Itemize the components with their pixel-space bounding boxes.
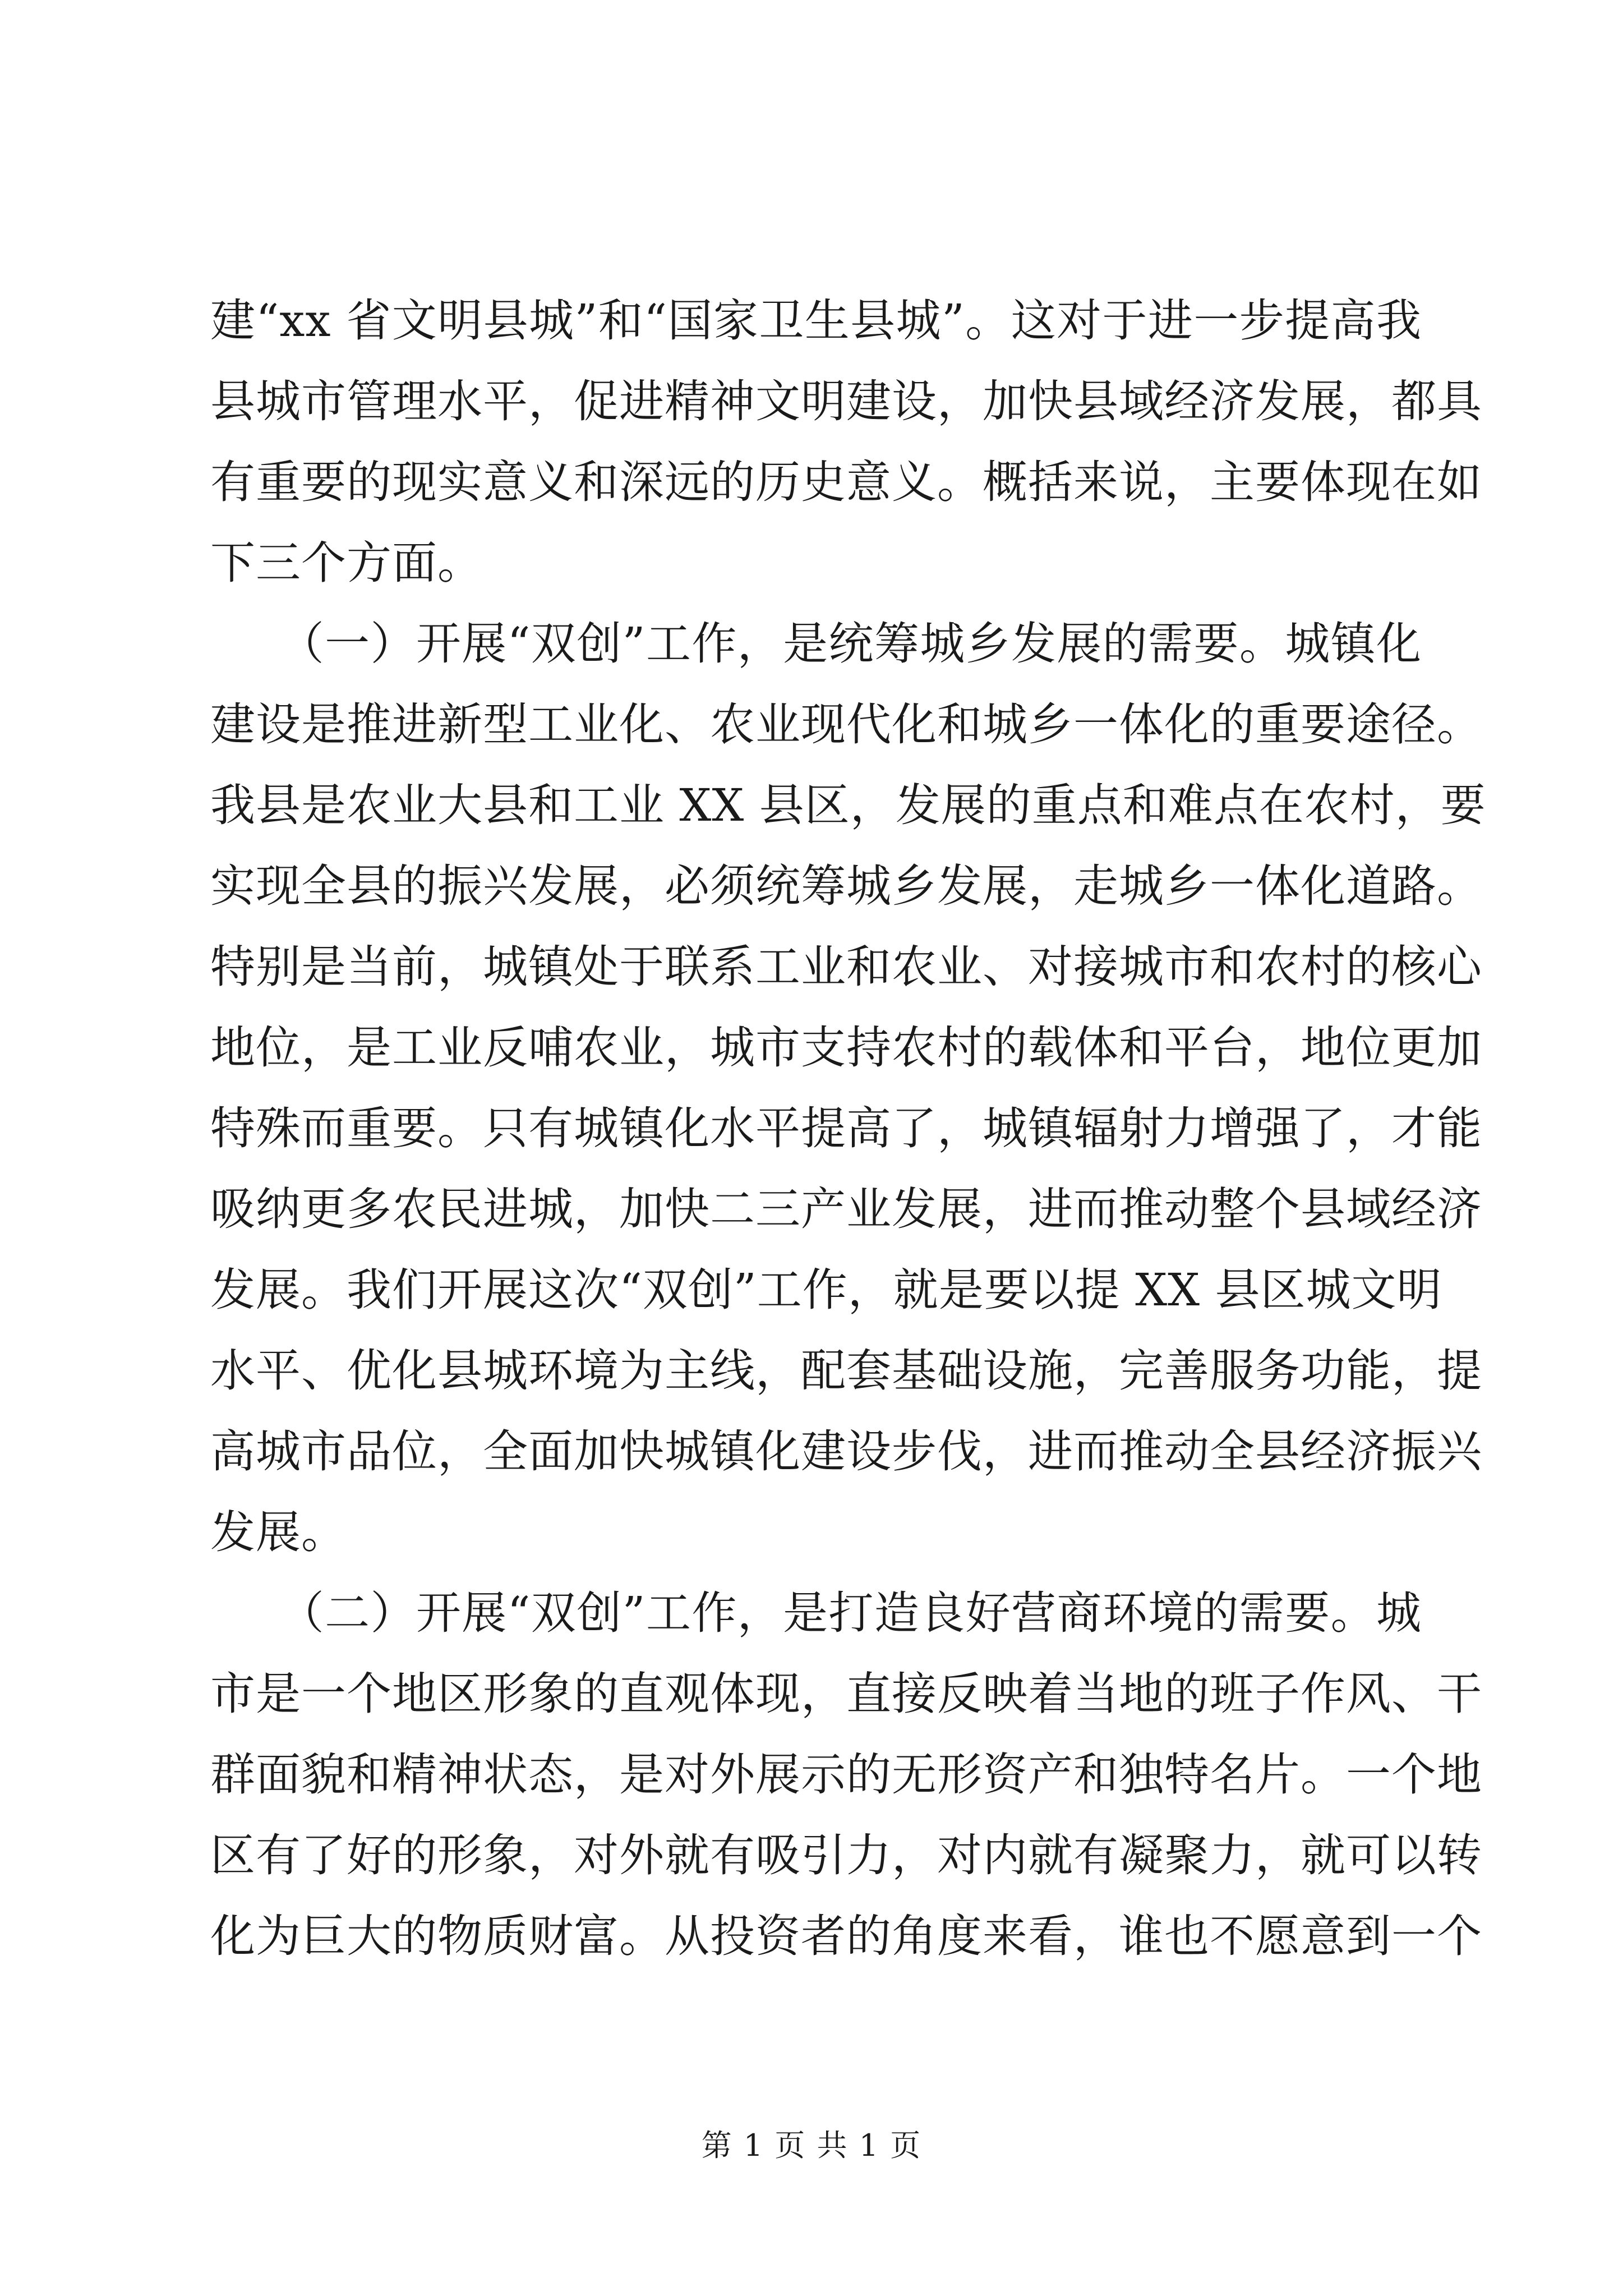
text-line: 我县是农业大县和工业 XX 县区，发展的重点和难点在农村，要 xyxy=(210,779,1486,831)
text-line: 区有了好的形象，对外就有吸引力，对内就有凝聚力，就可以转 xyxy=(210,1829,1482,1881)
text-line: 吸纳更多农民进城，加快二三产业发展，进而推动整个县域经济 xyxy=(210,1183,1482,1235)
text-line: 水平、优化县城环境为主线，配套基础设施，完善服务功能，提 xyxy=(210,1345,1482,1397)
text-line: 建设是推进新型工业化、农业现代化和城乡一体化的重要途径。 xyxy=(210,698,1482,751)
text-line: 特殊而重要。只有城镇化水平提高了，城镇辐射力增强了，才能 xyxy=(210,1102,1482,1154)
paragraph-section-1 xyxy=(210,604,1486,1573)
text-line: 下三个方面。 xyxy=(210,537,483,589)
text-line: （一）开展“双创”工作，是统筹城乡发展的需要。城镇化 xyxy=(210,618,1422,670)
text-line: （二）开展“双创”工作，是打造良好营商环境的需要。城 xyxy=(210,1587,1422,1639)
text-line: 有重要的现实意义和深远的历史意义。概括来说，主要体现在如 xyxy=(210,456,1482,508)
paragraph-section-2 xyxy=(210,1573,1482,1977)
text-line: 化为巨大的物质财富。从投资者的角度来看，谁也不愿意到一个 xyxy=(210,1910,1482,1962)
paragraph-intro xyxy=(210,280,1482,604)
text-line: 地位，是工业反哺农业，城市支持农村的载体和平台，地位更加 xyxy=(210,1022,1482,1074)
document-body xyxy=(210,280,1486,1977)
text-line: 市是一个地区形象的直观体现，直接反映着当地的班子作风、干 xyxy=(210,1668,1482,1720)
page-footer: 第 1 页 共 1 页 xyxy=(701,2128,922,2163)
text-line: 实现全县的振兴发展，必须统筹城乡发展，走城乡一体化道路。 xyxy=(210,860,1482,912)
text-line: 建“xx 省文明县城”和“国家卫生县城”。这对于进一步提高我 xyxy=(210,295,1422,347)
text-line: 县城市管理水平，促进精神文明建设，加快县域经济发展，都具 xyxy=(210,375,1482,427)
text-line: 特别是当前，城镇处于联系工业和农业、对接城市和农村的核心 xyxy=(210,941,1482,993)
text-line: 发展。我们开展这次“双创”工作，就是要以提 XX 县区城文明 xyxy=(210,1264,1442,1316)
text-line: 发展。 xyxy=(210,1506,347,1558)
text-line: 群面貌和精神状态，是对外展示的无形资产和独特名片。一个地 xyxy=(210,1749,1482,1801)
text-line: 高城市品位，全面加快城镇化建设步伐，进而推动全县经济振兴 xyxy=(210,1425,1482,1478)
